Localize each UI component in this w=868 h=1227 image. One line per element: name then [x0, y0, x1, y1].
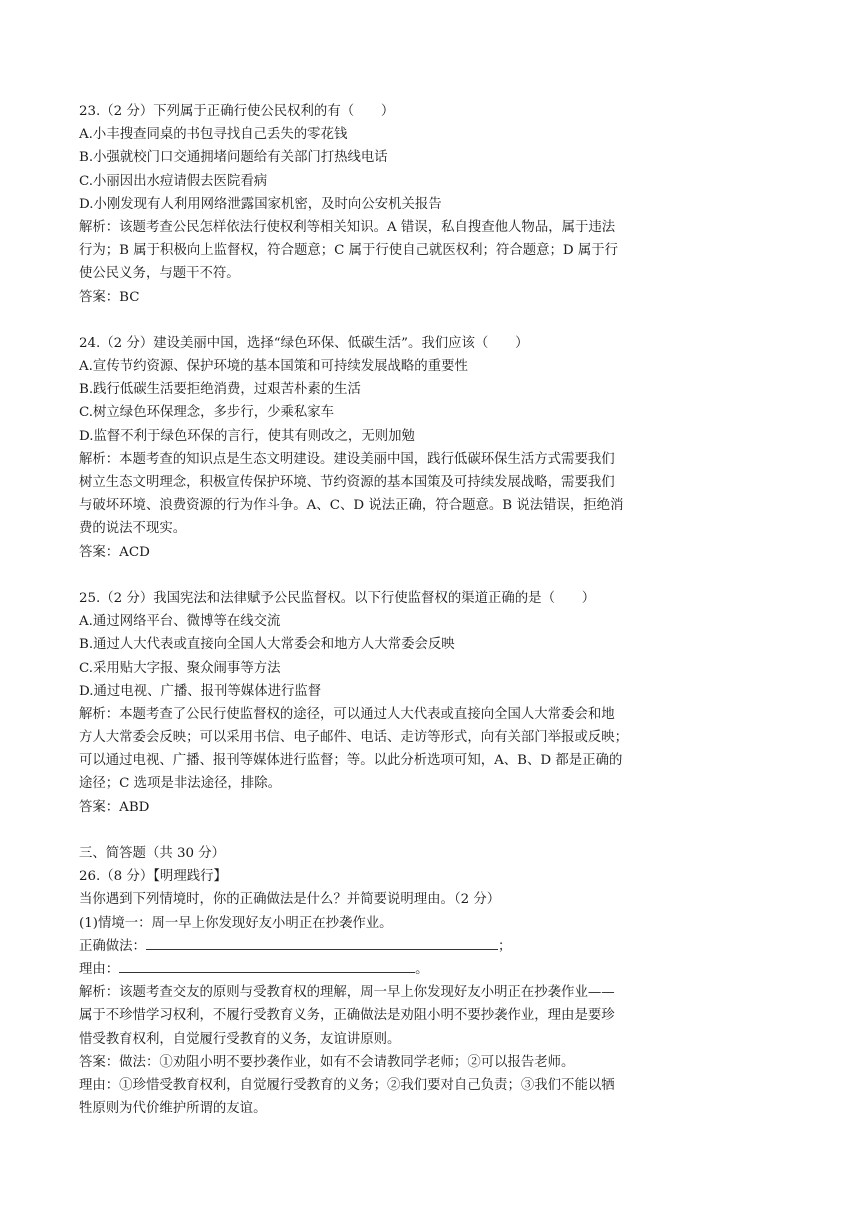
punctuation: 。 — [415, 961, 429, 977]
answer: 答案：BC — [79, 289, 140, 305]
situation-text: (1)情境一：周一早上你发现好友小明正在抄袭作业。 — [79, 915, 393, 931]
analysis-line: 惜受教育权利，自觉履行受教育的义务，友谊讲原则。 — [79, 1031, 401, 1047]
option-b: B.践行低碳生活要拒绝消费，过艰苦朴素的生活 — [79, 382, 361, 398]
analysis-line: 可以通过电视、广播、报刊等媒体进行监督；等。以此分析选项可知，A、B、D 都是正确的 — [79, 753, 623, 769]
correct-answer-row — [79, 935, 719, 958]
option-b: B.通过人大代表或直接向全国人大常委会和地方人大常委会反映 — [79, 637, 455, 653]
analysis-line: 解析：该题考查公民怎样依法行使权利等相关知识。A 错误，私自搜查他人物品，属于违法 — [79, 219, 616, 235]
question-24 — [79, 332, 719, 564]
section-heading: 三、简答题（共 30 分） — [79, 846, 226, 861]
option-c: C.采用贴大字报、聚众闹事等方法 — [79, 660, 281, 676]
option-c: C.小丽因出水痘请假去医院看病 — [79, 173, 268, 189]
option-a: A.宣传节约资源、保护环境的基本国策和可持续发展战略的重要性 — [79, 359, 468, 375]
analysis-line: 费的说法不现实。 — [79, 521, 187, 537]
analysis-line: 树立生态文明理念，积极宣传保护环境、节约资源的基本国策及可持续发展战略，需要我们 — [79, 475, 615, 490]
question-stem: 26.（8 分）【明理践行】 — [79, 869, 227, 885]
spacer — [79, 819, 719, 842]
analysis-line: 途径；C 选项是非法途径，排除。 — [79, 776, 281, 792]
analysis-line: 解析：本题考查的知识点是生态文明建设。建设美丽中国，践行低碳环保生活方式需要我们 — [79, 451, 615, 467]
analysis-line: 解析：本题考查了公民行使监督权的途径，可以通过人大代表或直接向全国人大常委会和地 — [79, 706, 615, 722]
document-page — [79, 100, 719, 1120]
analysis-line: 解析：该题考查交友的原则与受教育权的理解，周一早上你发现好友小明正在抄袭作业—— — [79, 985, 615, 1001]
answer-line: 答案：做法：①劝阻小明不要抄袭作业，如有不会请教同学老师；②可以报告老师。 — [79, 1054, 575, 1070]
spacer — [79, 564, 719, 587]
option-d: D.监督不利于绿色环保的言行，使其有则改之，无则加勉 — [79, 428, 415, 444]
reason-row — [79, 958, 719, 981]
question-stem: 23.（2 分）下列属于正确行使公民权利的有（ ） — [79, 104, 395, 119]
reason-label: 理由： — [79, 961, 120, 977]
question-stem: 25.（2 分）我国宪法和法律赋予公民监督权。以下行使监督权的渠道正确的是（ ） — [79, 590, 596, 606]
question-stem: 24.（2 分）建设美丽中国，选择“绿色环保、低碳生活”。我们应该（ ） — [79, 335, 529, 351]
question-26 — [79, 865, 719, 1120]
spacer — [79, 309, 719, 332]
analysis-line: 属于不珍惜学习权利，不履行受教育义务，正确做法是劝阻小明不要抄袭作业，理由是要珍 — [79, 1008, 615, 1024]
option-a: A.小丰搜查同桌的书包寻找自己丢失的零花钱 — [79, 127, 348, 143]
punctuation: ； — [497, 938, 512, 954]
option-d: D.通过电视、广播、报刊等媒体进行监督 — [79, 683, 322, 699]
analysis-line: 与破坏环境、浪费资源的行为作斗争。A、C、D 说法正确，符合题意。B 说法错误，拒绝消 — [79, 498, 624, 514]
reason-blank-line — [119, 958, 415, 973]
answer-blank-line — [146, 935, 498, 950]
question-25 — [79, 587, 719, 819]
analysis-line: 方人大常委会反映；可以采用书信、电子邮件、电话、走访等形式，向有关部门举报或反映； — [79, 730, 629, 746]
correct-answer-label: 正确做法： — [79, 938, 146, 954]
option-a: A.通过网络平台、微博等在线交流 — [79, 614, 281, 630]
answer-line: 理由：①珍惜受教育权利，自觉履行受教育的义务；②我们要对自己负责；③我们不能以牺 — [79, 1077, 615, 1093]
option-d: D.小刚发现有人利用网络泄露国家机密，及时向公安机关报告 — [79, 196, 442, 212]
option-c: C.树立绿色环保理念，多步行，少乘私家车 — [79, 405, 335, 421]
answer: 答案：ACD — [79, 544, 150, 560]
option-b: B.小强就校门口交通拥堵问题给有关部门打热线电话 — [79, 150, 388, 166]
question-prompt: 当你遇到下列情境时，你的正确做法是什么？并简要说明理由。（2 分） — [79, 892, 501, 908]
analysis-line: 使公民义务，与题干不符。 — [79, 266, 240, 282]
analysis-line: 行为；B 属于积极向上监督权，符合题意；C 属于行使自己就医权利；符合题意；D 属于行 — [79, 243, 619, 259]
answer: 答案：ABD — [79, 799, 150, 815]
question-23 — [79, 100, 719, 309]
answer-line: 牲原则为代价维护所谓的友谊。 — [79, 1101, 267, 1117]
